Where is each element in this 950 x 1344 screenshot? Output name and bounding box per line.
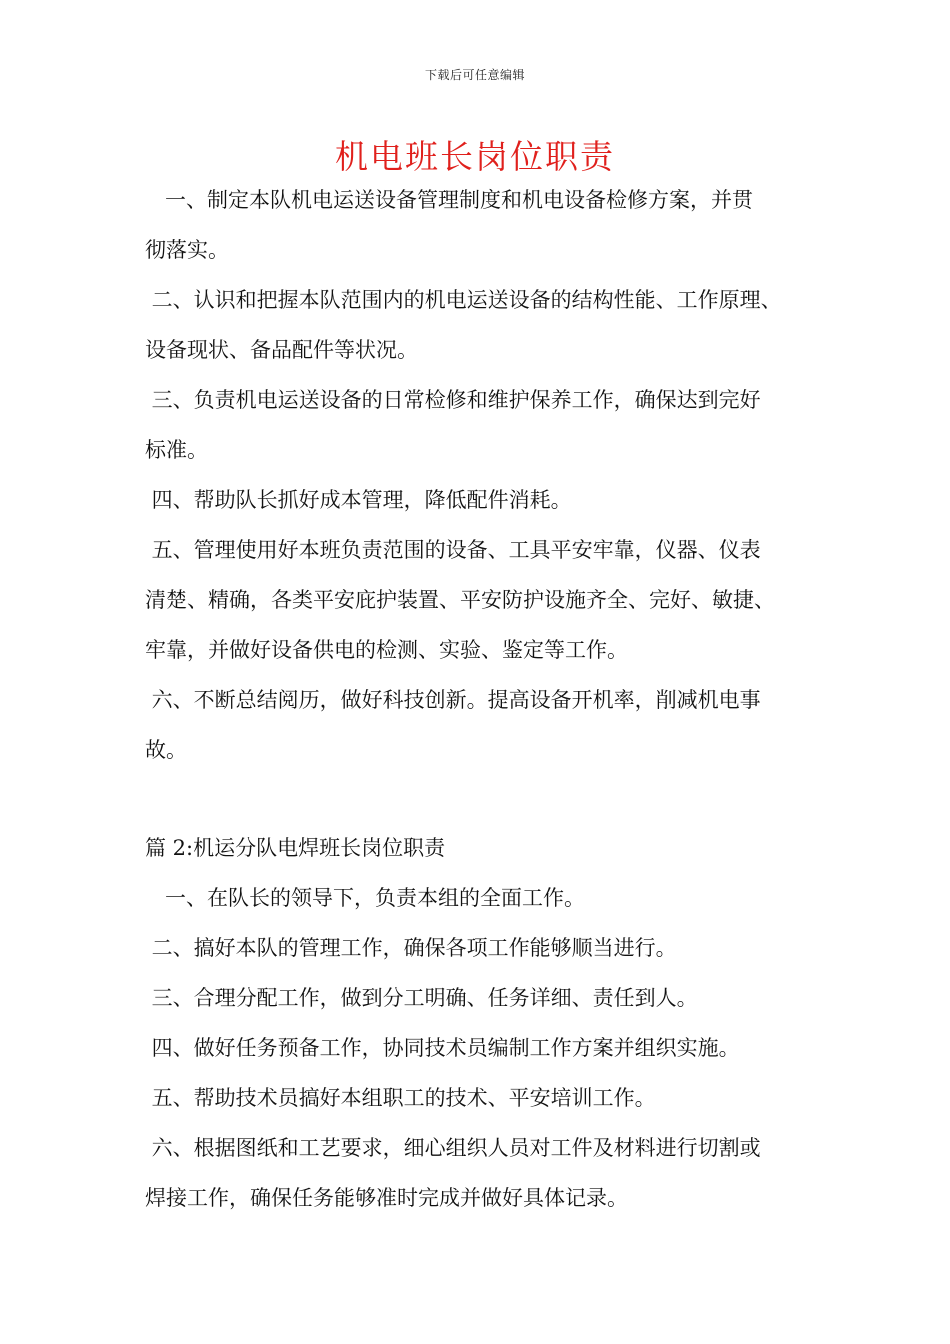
section1-line-12: 故。 <box>145 738 187 762</box>
section1-line-11: 六、不断总结阅历，做好科技创新。提高设备开机率，削减机电事 <box>145 688 761 712</box>
section1-line-6: 标准。 <box>145 438 208 462</box>
section1-line-4: 设备现状、备品配件等状况。 <box>145 338 418 362</box>
section1-line-8: 五、管理使用好本班负责范围的设备、工具平安牢靠，仪器、仪表 <box>145 538 761 562</box>
header-note: 下载后可任意编辑 <box>424 68 525 82</box>
section2-line-5: 五、帮助技术员搞好本组职工的技术、平安培训工作。 <box>145 1086 656 1110</box>
section1-line-10: 牢靠，并做好设备供电的检测、实验、鉴定等工作。 <box>145 638 628 662</box>
section2-line-4: 四、做好任务预备工作，协同技术员编制工作方案并组织实施。 <box>145 1036 740 1060</box>
section2-line-6: 六、根据图纸和工艺要求，细心组织人员对工件及材料进行切割或 <box>145 1136 761 1160</box>
section2-line-7: 焊接工作，确保任务能够准时完成并做好具体记录。 <box>145 1186 628 1210</box>
section1-line-3: 二、认识和把握本队范围内的机电运送设备的结构性能、工作原理、 <box>145 288 782 312</box>
section2-line-1: 一、在队长的领导下，负责本组的全面工作。 <box>145 886 586 910</box>
section1-line-2: 彻落实。 <box>145 238 229 262</box>
document-title: 机电班长岗位职责 <box>335 137 615 176</box>
section2-line-2: 二、搞好本队的管理工作，确保各项工作能够顺当进行。 <box>145 936 677 960</box>
section2-heading: 篇 2:机运分队电焊班长岗位职责 <box>145 836 446 860</box>
section1-line-1: 一、制定本队机电运送设备管理制度和机电设备检修方案，并贯 <box>145 188 754 212</box>
section1-line-7: 四、帮助队长抓好成本管理，降低配件消耗。 <box>145 488 572 512</box>
section1-line-9: 清楚、精确，各类平安庇护装置、平安防护设施齐全、完好、敏捷、 <box>145 588 775 612</box>
section2-line-3: 三、合理分配工作，做到分工明确、任务详细、责任到人。 <box>145 986 698 1010</box>
section1-line-5: 三、负责机电运送设备的日常检修和维护保养工作，确保达到完好 <box>145 388 761 412</box>
